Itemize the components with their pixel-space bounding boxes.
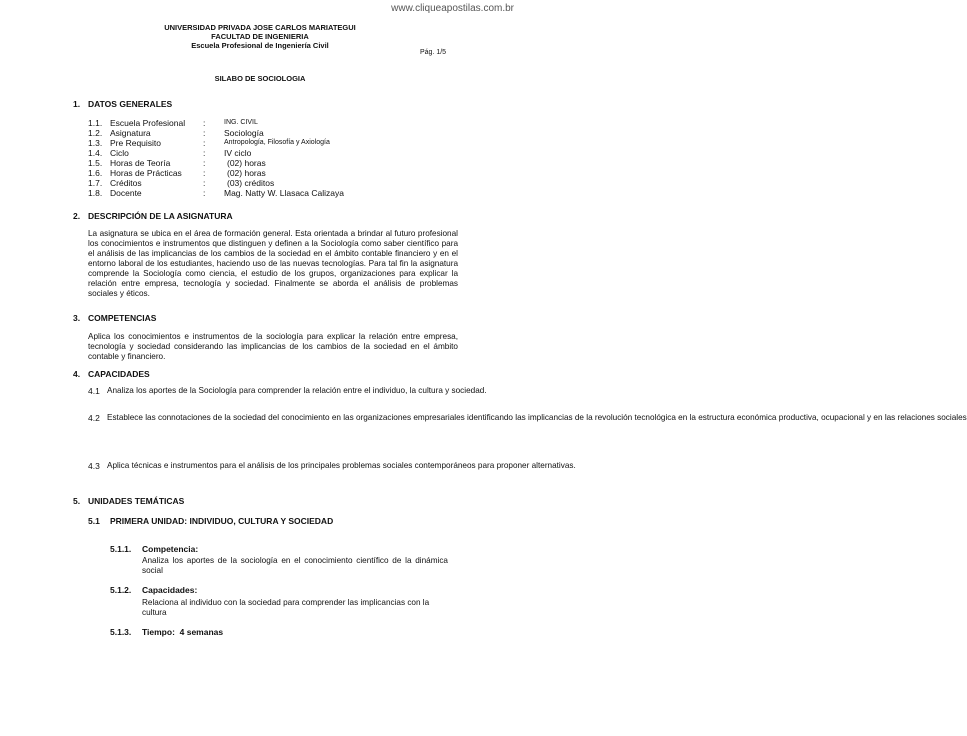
data-row [88,148,388,158]
data-value: (02) horas [227,168,266,178]
data-colon: : [203,148,206,158]
data-number: 1.1. [88,118,103,128]
data-number: 1.7. [88,178,103,188]
data-label: Ciclo [110,148,129,158]
data-row [88,168,388,178]
section-title: DATOS GENERALES [88,99,173,109]
section-title: COMPETENCIAS [88,313,157,323]
faculty-name: FACULTAD DE INGENIERIA [211,32,309,41]
data-colon: : [203,128,206,138]
capacidad-item [88,386,487,408]
page-number: Pág. 1/5 [420,49,447,56]
description-paragraph: La asignatura se ubica en el área de formación general. Esta orientada a brindar al futuro profesional los conocimientos e instrumentos que distinguen y definen a la Sociología como saber científico para el análisis de las implicancias de los cambios de la sociedad en el ámbito contable financiero y en el entorno laboral de los estudiantes, haciendo uso de las nuevas tecnologías. Para tal fin la asignatura comprende la Sociología como ciencia, el estudio de los grupos, organizaciones para explicar la relación entre empresa, tecnología y sociedad. Finalmente se aborda el análisis de problemas sociales y éticos. [88,229,458,298]
subsection-number: 5.1.2. [110,585,132,595]
capacidad-item [88,413,967,455]
subsection-number: 5.1.3. [110,627,132,637]
section-1-heading [73,99,373,111]
section-number: 3. [73,313,81,323]
data-label: Docente [110,188,142,198]
competencia-text: Analiza los aportes de la sociología en el conocimiento científico de la dinámica social [142,556,448,575]
subsection-title: Tiempo: 4 semanas [142,627,224,637]
subsection-title: Capacidades: [142,585,198,595]
competencias-paragraph: Aplica los conocimientos e instrumentos de la sociología para explicar la relación entre empresa, tecnología y sociedad considerando las implicancias de los cambios de la sociedad en el ámbito contable y financiero. [88,332,458,361]
subsection-title: Competencia: [142,544,199,554]
data-number: 1.5. [88,158,103,168]
capacidad-text: Analiza los aportes de la Sociología para comprender la relación entre el individuo, la cultura y sociedad. [107,386,487,395]
capacidad-number: 4.3 [88,461,100,471]
data-label: Horas de Prácticas [110,168,182,178]
section-3-heading [73,313,373,325]
data-label: Pre Requisito [110,138,162,148]
capacidades-text: Relaciona al individuo con la sociedad para comprender las implicancias con la cultura [142,598,430,617]
data-label: Escuela Profesional [110,118,186,128]
university-name: UNIVERSIDAD PRIVADA JOSE CARLOS MARIATEGUI [164,23,356,32]
data-row [88,128,388,138]
watermark: www.cliqueapostilas.com.br [391,3,514,14]
data-colon: : [203,188,206,198]
subsection-heading [110,585,310,597]
data-value: Sociología [224,128,264,138]
data-label: Asignatura [110,128,151,138]
data-number: 1.4. [88,148,103,158]
document-title: SILABO DE SOCIOLOGIA [214,74,306,83]
data-colon: : [203,138,206,148]
data-colon: : [203,158,206,168]
data-row [88,158,388,168]
capacidad-text: Establece las connotaciones de la sociedad del conocimiento en las organizaciones empresariales identificando las implicancias de la revolución tecnológica en la estructura económica productiva, ocupacional y en las relaciones sociales [107,413,967,422]
section-2-heading [73,211,373,223]
capacidad-number: 4.1 [88,386,100,396]
data-row [88,188,388,198]
section-number: 4. [73,369,81,379]
section-title: DESCRIPCIÓN DE LA ASIGNATURA [88,211,233,221]
data-label: Créditos [110,178,142,188]
data-value: Antropología, Filosofía y Axiología [224,139,330,146]
section-title: CAPACIDADES [88,369,150,379]
data-value: (03) créditos [227,178,275,188]
data-number: 1.3. [88,138,103,148]
section-number: 2. [73,211,81,221]
data-colon: : [203,118,206,128]
capacidad-item [88,461,576,483]
data-colon: : [203,168,206,178]
subsection-heading [110,544,310,556]
capacidad-number: 4.2 [88,413,100,423]
section-4-heading [73,369,373,381]
data-value: IV ciclo [224,148,252,158]
section-number: 1. [73,99,81,109]
data-number: 1.8. [88,188,103,198]
data-number: 1.2. [88,128,103,138]
data-row [88,178,388,188]
subsection-number: 5.1.1. [110,544,132,554]
data-row [88,138,388,148]
unit-number: 5.1 [88,516,100,526]
data-value: Mag. Natty W. Llasaca Calizaya [224,188,344,198]
section-number: 5. [73,496,81,506]
unit-title: PRIMERA UNIDAD: INDIVIDUO, CULTURA Y SOCIEDAD [110,516,334,526]
data-number: 1.6. [88,168,103,178]
section-5-heading [73,496,373,508]
unit-heading [88,516,388,528]
data-value: ING. CIVIL [224,119,258,126]
subsection-heading [110,627,310,639]
data-colon: : [203,178,206,188]
data-row [88,118,388,128]
data-value: (02) horas [227,158,266,168]
data-label: Horas de Teoría [110,158,171,168]
section-title: UNIDADES TEMÁTICAS [88,496,185,506]
capacidad-text: Aplica técnicas e instrumentos para el análisis de los principales problemas sociales contemporáneos para proponer alternativas. [107,461,576,470]
school-name: Escuela Profesional de Ingeniería Civil [191,41,329,50]
